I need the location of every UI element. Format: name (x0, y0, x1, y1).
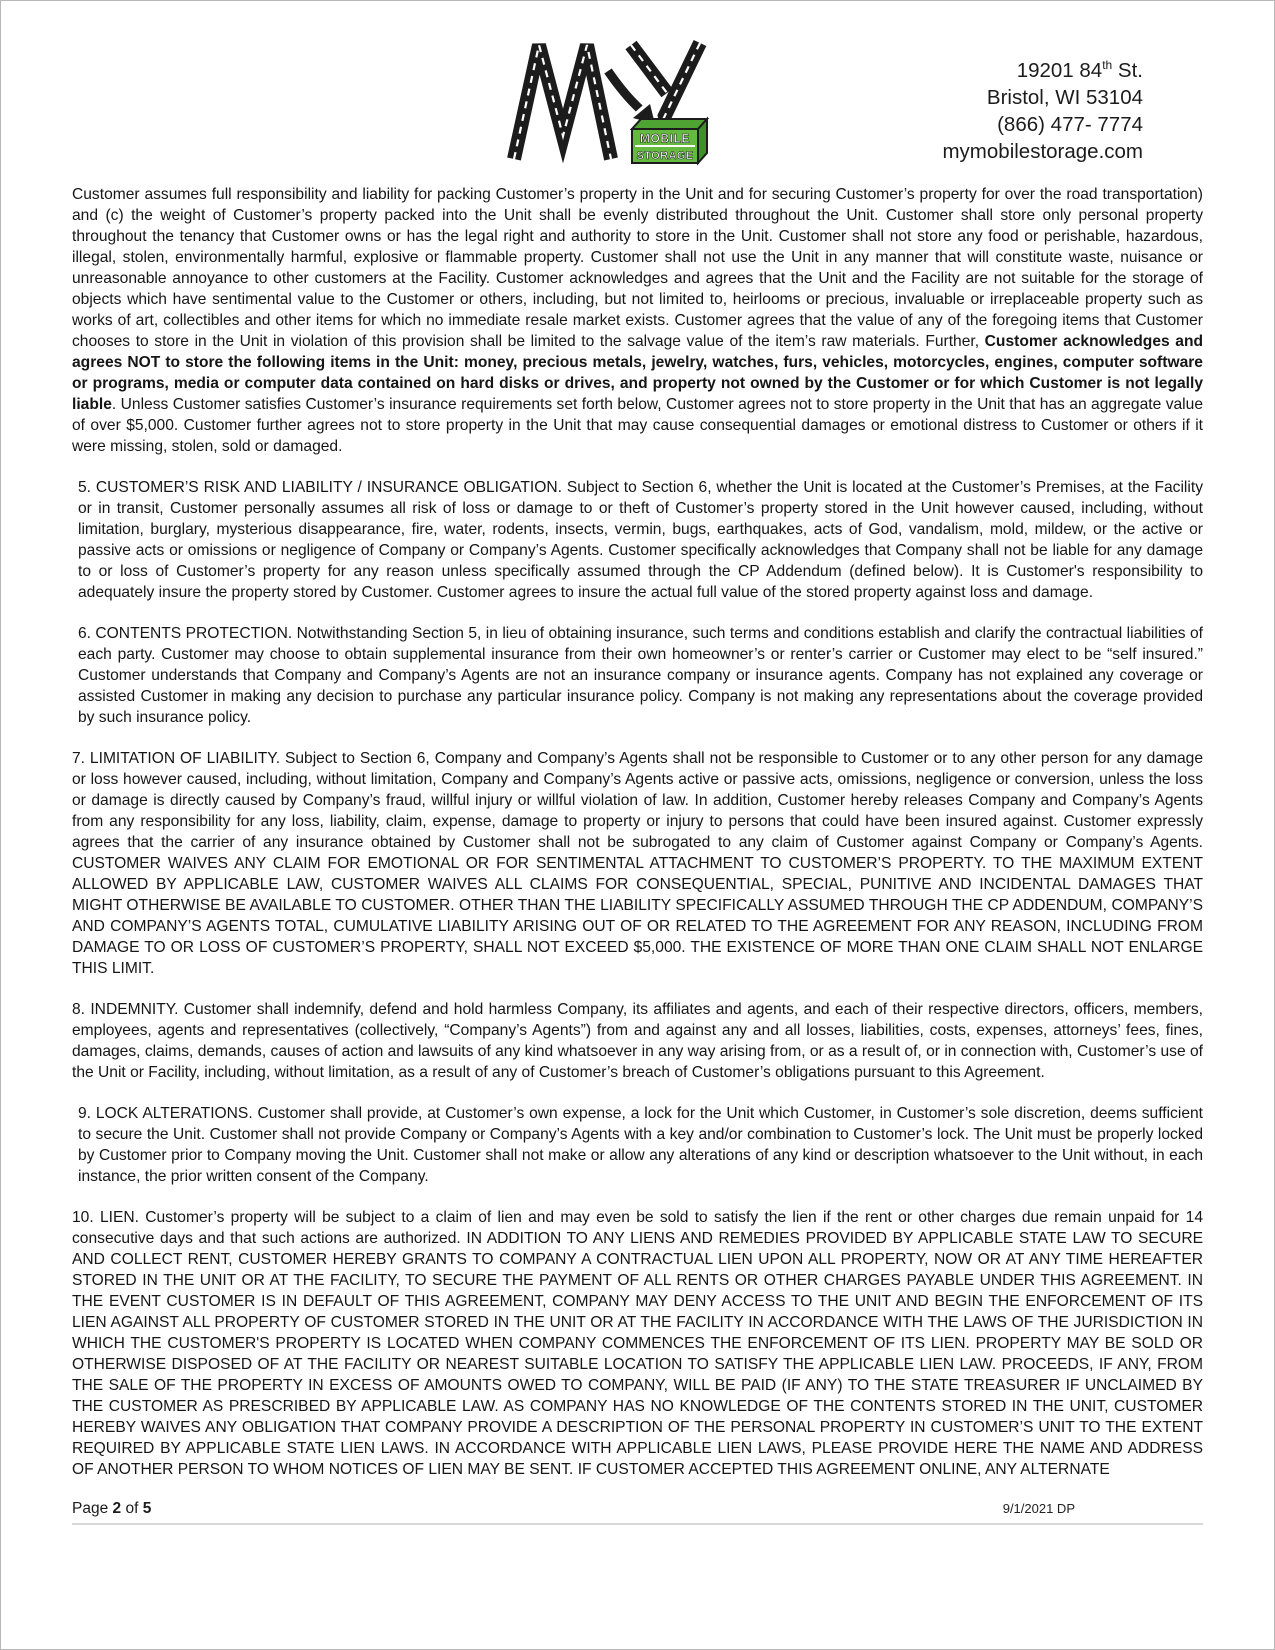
section-10-lien-paragraph: 10. LIEN. Customer’s property will be subject to a claim of lien and may even be sold to satisfy the lien if the rent or other charges due remain unpaid for 14 consecutive days and that such actions are authorized. IN ADDITION TO ANY LIENS AND REMEDIES PROVIDED BY APPLICABLE STATE LAW TO SECURE AND COLLECT RENT, CUSTOMER HEREBY GRANTS TO COMPANY A CONTRACTUAL LIEN UPON ALL PROPERTY, NOW OR AT ANY TIME HEREAFTER STORED IN THE UNIT OR AT THE FACILITY, TO SECURE THE PAYMENT OF ALL RENTS OR OTHER CHARGES PAYABLE UNDER THIS AGREEMENT. IN THE EVENT CUSTOMER IS IN DEFAULT OF THIS AGREEMENT, COMPANY MAY DENY ACCESS TO THE UNIT AND BEGIN THE ENFORCEMENT OF ITS LIEN AGAINST ALL PROPERTY OF CUSTOMER STORED IN THE UNIT OR AT THE FACILITY IN ACCORDANCE WITH THE LAWS OF THE JURISDICTION IN WHICH THE CUSTOMER'S PROPERTY IS LOCATED WHEN COMPANY COMMENCES THE ENFORCEMENT OF ITS LIEN. PROPERTY MAY BE SOLD OR OTHERWISE DISPOSED OF AT THE FACILITY OR NEAREST SUITABLE LOCATION TO SATISFY THE APPLICABLE LIEN LAW. PROCEEDS, IF ANY, FROM THE SALE OF THE PROPERTY IN EXCESS OF AMOUNTS OWED TO COMPANY, WILL BE PAID (IF ANY) TO THE STATE TREASURER IF UNCLAIMED BY THE CUSTOMER AS PRESCRIBED BY APPLICABLE LAW. AS COMPANY HAS NO KNOWLEDGE OF THE CONTENTS STORED IN THE UNIT, CUSTOMER HEREBY WAIVES ANY OBLIGATION THAT COMPANY PROVIDE A DESCRIPTION OF THE PERSONAL PROPERTY IN CUSTOMER’S UNIT TO THE EXTENT REQUIRED BY APPLICABLE STATE LIEN LAWS. IN ACCORDANCE WITH APPLICABLE LIEN LAWS, PLEASE PROVIDE HERE THE NAME AND ADDRESS OF ANOTHER PERSON TO WHOM NOTICES OF LIEN MAY BE SENT. IF CUSTOMER ACCEPTED THIS AGREEMENT ONLINE, ANY ALTERNATE (72, 1209, 1203, 1478)
total-pages-number: 5 (142, 1500, 152, 1517)
address-line-street (942, 57, 1143, 84)
date-stamp: 9/1/2021 DP (1002, 1501, 1075, 1516)
address-line-website: mymobilestorage.com (942, 140, 1143, 163)
intro-prohibited-items-bold: Customer acknowledges and agrees NOT to store the following items in the Unit: money, precious metals, jewelry, watches, furs, vehicles, motorcycles, engines, computer software or programs, media or computer data contained on hard disks or drives, and property not owned by the Customer or for which Customer is not legally liable (72, 333, 1203, 413)
section-8-indemnity-paragraph: 8. INDEMNITY. Customer shall indemnify, defend and hold harmless Company, its affiliates and agents, and each of their respective directors, officers, members, employees, agents and representatives (collectively, “Company’s Agents”) from and against any and all losses, liabilities, costs, expenses, attorneys’ fees, fines, damages, claims, demands, causes of action and lawsuits of any kind whatsoever in any way arising from, or as a result of, or in connection with, Customer’s use of the Unit or Facility, including, without limitation, as a result of any of Customer’s breach of Customer’s obligations pursuant to this Agreement. (72, 1001, 1203, 1081)
agreement-text (1, 184, 1274, 1480)
address-street-suffix: St. (1112, 59, 1143, 82)
section-7-limitation-of-liability-paragraph: 7. LIMITATION OF LIABILITY. Subject to Section 6, Company and Company’s Agents shall not be responsible to Customer or to any other person for any damage or loss however caused, including, without limitation, Company and Company’s Agents active or passive acts, omissions, negligence or conversion, unless the loss or damage is directly caused by Company’s fraud, willful injury or willful violation of law. In addition, Customer hereby releases Company and Company’s Agents from any responsibility for any loss, liability, claim, expense, damage to property or injury to persons that could have been insured against. Customer expressly agrees that the carrier of any insurance obtained by Customer shall not be subrogated to any claim of Customer against Company or Company’s Agents. CUSTOMER WAIVES ANY CLAIM FOR EMOTIONAL OR FOR SENTIMENTAL ATTACHMENT TO CUSTOMER’S PROPERTY. TO THE MAXIMUM EXTENT ALLOWED BY APPLICABLE LAW, CUSTOMER WAIVES ALL CLAIMS FOR CONSEQUENTIAL, SPECIAL, PUNITIVE AND INCIDENTAL DAMAGES THAT MIGHT OTHERWISE BE AVAILABLE TO CUSTOMER. OTHER THAN THE LIABILITY SPECIFICALLY ASSUMED THROUGH THE CP ADDENDUM, COMPANY’S AND COMPANY’S AGENTS TOTAL, CUMULATIVE LIABILITY ARISING OUT OF OR RELATED TO THE AGREEMENT FOR ANY REASON, INCLUDING FROM DAMAGE TO OR LOSS OF CUSTOMER’S PROPERTY, SHALL NOT EXCEED $5,000. THE EXISTENCE OF MORE THAN ONE CLAIM SHALL NOT ENLARGE THIS LIMIT. (72, 750, 1203, 977)
page-number-indicator (72, 1500, 151, 1518)
intro-paragraph (72, 184, 1203, 457)
address-line-city: Bristol, WI 53104 (986, 86, 1143, 109)
of-word: of (125, 1500, 139, 1517)
address-street-number: 19201 84 (1016, 59, 1103, 82)
address-line-phone: (866) 477- 7774 (997, 113, 1143, 136)
logo-box-word-storage: STORAGE (636, 150, 694, 162)
page-footer (72, 1500, 1203, 1525)
address-ordinal-suffix: th (1102, 58, 1113, 73)
company-logo (504, 33, 714, 171)
current-page-number: 2 (112, 1500, 122, 1517)
section-5-risk-liability-paragraph: 5. CUSTOMER’S RISK AND LIABILITY / INSURANCE OBLIGATION. Subject to Section 6, whether the Unit is located at the Customer’s Premises, at the Facility or in transit, Customer personally assumes all risk of loss or damage to or theft of Customer’s property stored in the Unit however caused, including, without limitation, burglary, mysterious disappearance, fire, water, rodents, insects, vermin, bugs, earthquakes, acts of God, vandalism, mold, mildew, or the active or passive acts or omissions or negligence of Company or Company’s Agents. Customer specifically acknowledges that Company shall not be liable for any damage to or loss of Customer’s property for any reason unless specifically assumed through the CP Addendum (defined below). It is Customer's responsibility to adequately insure the property stored by Customer. Customer agrees to insure the actual full value of the stored property against loss and damage. (78, 479, 1203, 601)
intro-text-before-bold: Customer assumes full responsibility and liability for packing Customer’s property in the Unit and for securing Customer’s property for over the road transportation) and (c) the weight of Customer’s property packed into the Unit shall be evenly distributed throughout the Unit. Customer shall store only personal property throughout the tenancy that Customer owns or has the legal right and authority to store in the Unit. Customer shall not store any food or perishable, hazardous, illegal, stolen, environmentally harmful, explosive or flammable property. Customer shall not use the Unit in any manner that will constitute waste, nuisance or unreasonable annoyance to other customers at the Facility. Customer acknowledges and agrees that the Unit and the Facility are not suitable for the storage of objects which have sentimental value to the Customer or others, including, but not limited to, heirlooms or precious, invaluable or irreplaceable property such as works of art, collectibles and other items for which no immediate resale market exists. Customer agrees that the value of any of the foregoing items that Customer chooses to store in the Unit in violation of this provision shall be limited to the salvage value of the item’s raw materials. Further, (72, 186, 1203, 350)
my-mobile-storage-logo-icon (504, 33, 714, 171)
company-address-block (942, 57, 1143, 165)
logo-box-word-mobile: MOBILE (639, 131, 691, 146)
section-6-contents-protection-paragraph: 6. CONTENTS PROTECTION. Notwithstanding Section 5, in lieu of obtaining insurance, such terms and conditions establish and clarify the contractual liabilities of each party. Customer may choose to obtain supplemental insurance from their own homeowner’s or renter’s carrier or Customer may elect to be “self insured.” Customer understands that Company and Company’s Agents are not an insurance company or insurance agents. Company has not explained any coverage or assisted Customer in making any decision to purchase any particular insurance policy. Company is not making any representations about the coverage provided by such insurance policy. (78, 625, 1203, 726)
letterhead (1, 1, 1274, 184)
page-word: Page (72, 1500, 109, 1517)
section-9-lock-alterations-paragraph: 9. LOCK ALTERATIONS. Customer shall provide, at Customer’s own expense, a lock for the Unit which Customer, in Customer’s sole discretion, deems sufficient to secure the Unit. Customer shall not provide Company or Company’s Agents with a key and/or combination to Customer’s lock. The Unit must be properly locked by Customer prior to Company moving the Unit. Customer shall not make or allow any alterations of any kind or description whatsoever to the Unit without, in each instance, the prior written consent of the Company. (78, 1105, 1203, 1185)
intro-text-after-bold: . Unless Customer satisfies Customer’s insurance requirements set forth below, Customer agrees not to store property in the Unit that has an aggregate value of over $5,000. Customer further agrees not to store property in the Unit that may cause consequential damages or emotional distress to Customer or others if it were missing, stolen, sold or damaged. (72, 396, 1203, 455)
